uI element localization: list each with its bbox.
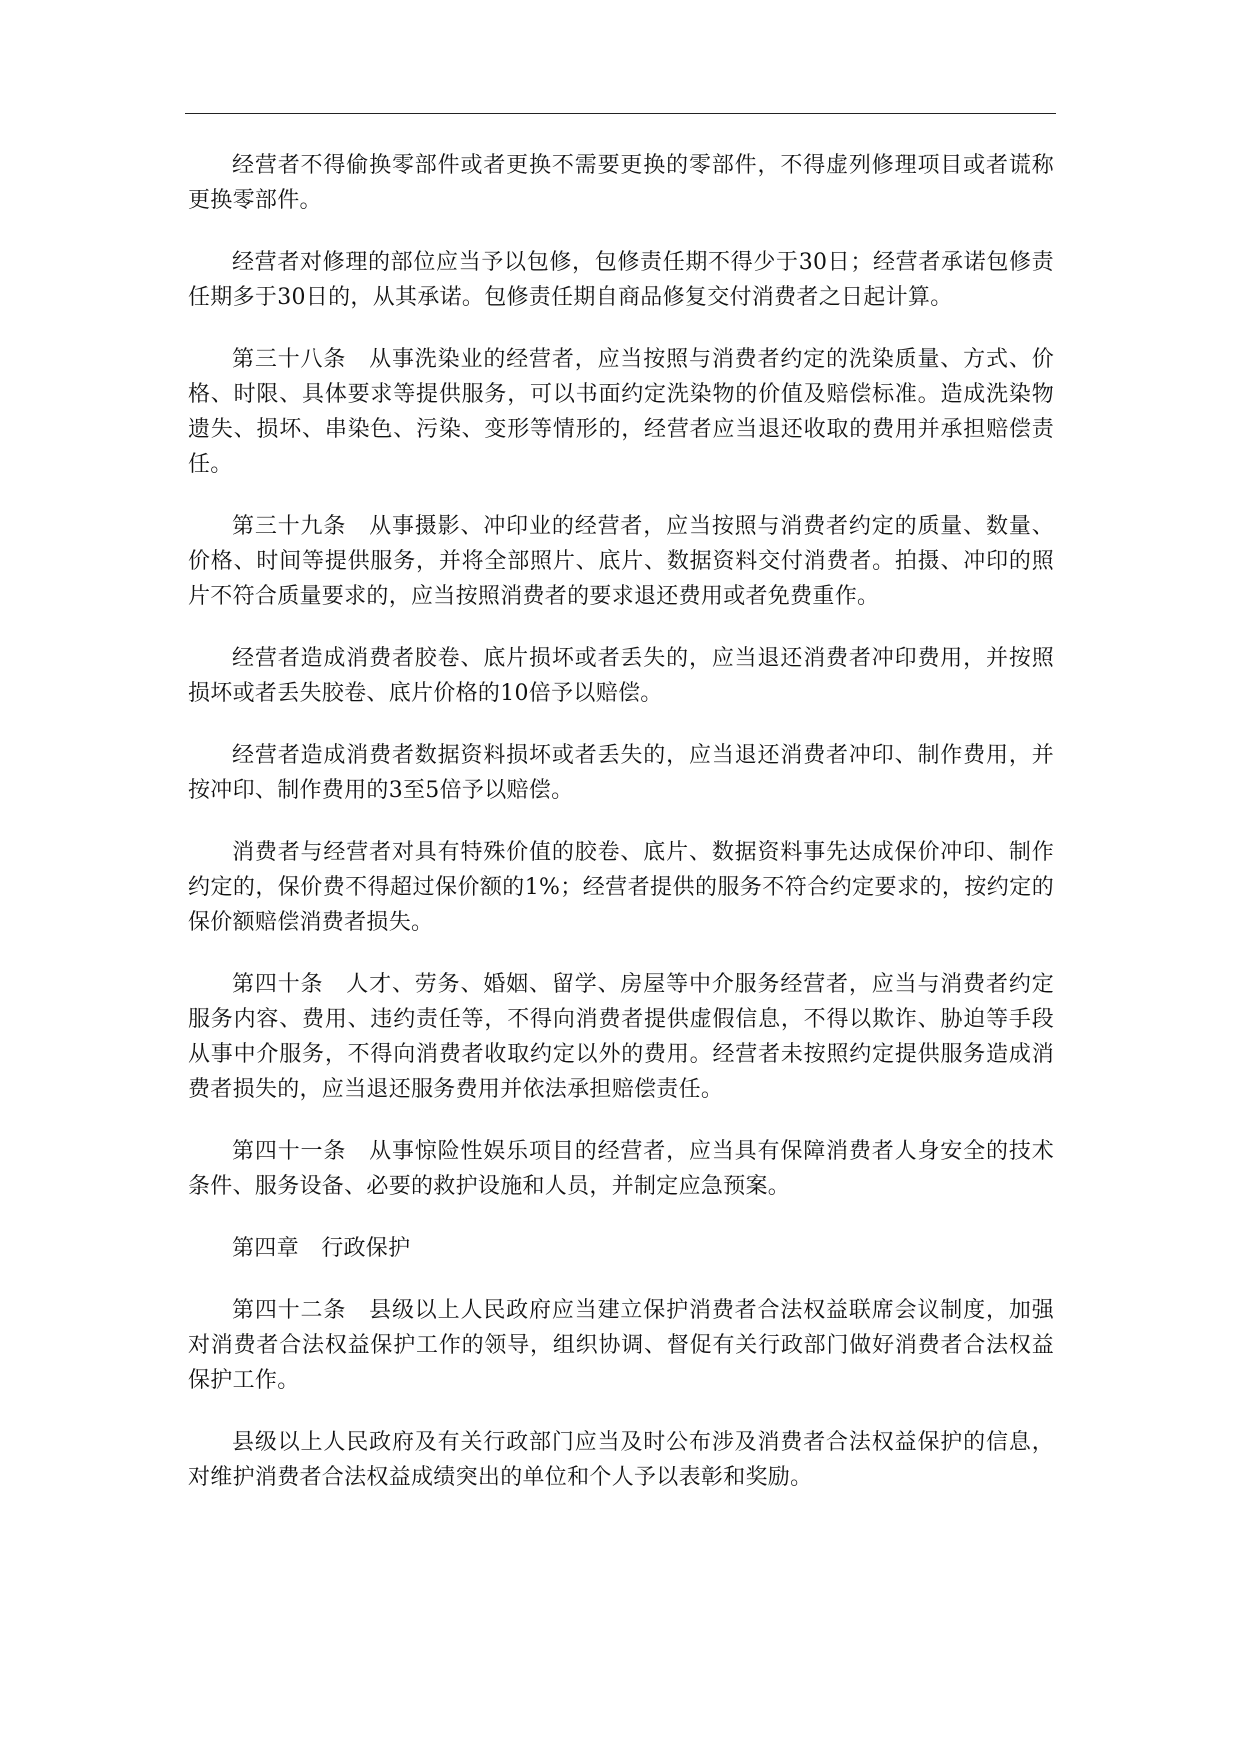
paragraph: 县级以上人民政府及有关行政部门应当及时公布涉及消费者合法权益保护的信息，对维护消费者合法权益成绩突出的单位和个人予以表彰和奖励。 xyxy=(188,1430,1054,1490)
paragraph: 经营者造成消费者胶卷、底片损坏或者丢失的，应当退还消费者冲印费用，并按照损坏或者丢失胶卷、底片价格的10倍予以赔偿。 xyxy=(188,646,1054,706)
article-39-paragraph: 第三十九条 从事摄影、冲印业的经营者，应当按照与消费者约定的质量、数量、价格、时间等提供服务，并将全部照片、底片、数据资料交付消费者。拍摄、冲印的照片不符合质量要求的，应当按照消费者的要求退还费用或者免费重作。 xyxy=(188,514,1054,609)
header-divider xyxy=(185,113,1056,114)
article-41-paragraph: 第四十一条 从事惊险性娱乐项目的经营者，应当具有保障消费者人身安全的技术条件、服务设备、必要的救护设施和人员，并制定应急预案。 xyxy=(188,1139,1054,1199)
paragraph: 经营者对修理的部位应当予以包修，包修责任期不得少于30日；经营者承诺包修责任期多于30日的，从其承诺。包修责任期自商品修复交付消费者之日起计算。 xyxy=(188,250,1054,310)
article-40-paragraph: 第四十条 人才、劳务、婚姻、留学、房屋等中介服务经营者，应当与消费者约定服务内容、费用、违约责任等，不得向消费者提供虚假信息，不得以欺诈、胁迫等手段从事中介服务，不得向消费者收取约定以外的费用。经营者未按照约定提供服务造成消费者损失的，应当退还服务费用并依法承担赔偿责任。 xyxy=(188,972,1054,1102)
chapter-heading: 第四章 行政保护 xyxy=(232,1236,411,1261)
article-38-paragraph: 第三十八条 从事洗染业的经营者，应当按照与消费者约定的洗染质量、方式、价格、时限、具体要求等提供服务，可以书面约定洗染物的价值及赔偿标准。造成洗染物遗失、损坏、串染色、污染、变形等情形的，经营者应当退还收取的费用并承担赔偿责任。 xyxy=(188,347,1054,477)
paragraph: 经营者不得偷换零部件或者更换不需要更换的零部件，不得虚列修理项目或者谎称更换零部件。 xyxy=(188,153,1054,213)
paragraph: 经营者造成消费者数据资料损坏或者丢失的，应当退还消费者冲印、制作费用，并按冲印、制作费用的3至5倍予以赔偿。 xyxy=(188,743,1054,803)
document-body xyxy=(188,148,1054,1522)
paragraph: 消费者与经营者对具有特殊价值的胶卷、底片、数据资料事先达成保价冲印、制作约定的，保价费不得超过保价额的1%；经营者提供的服务不符合约定要求的，按约定的保价额赔偿消费者损失。 xyxy=(188,840,1054,935)
article-42-paragraph: 第四十二条 县级以上人民政府应当建立保护消费者合法权益联席会议制度，加强对消费者合法权益保护工作的领导，组织协调、督促有关行政部门做好消费者合法权益保护工作。 xyxy=(188,1298,1054,1393)
